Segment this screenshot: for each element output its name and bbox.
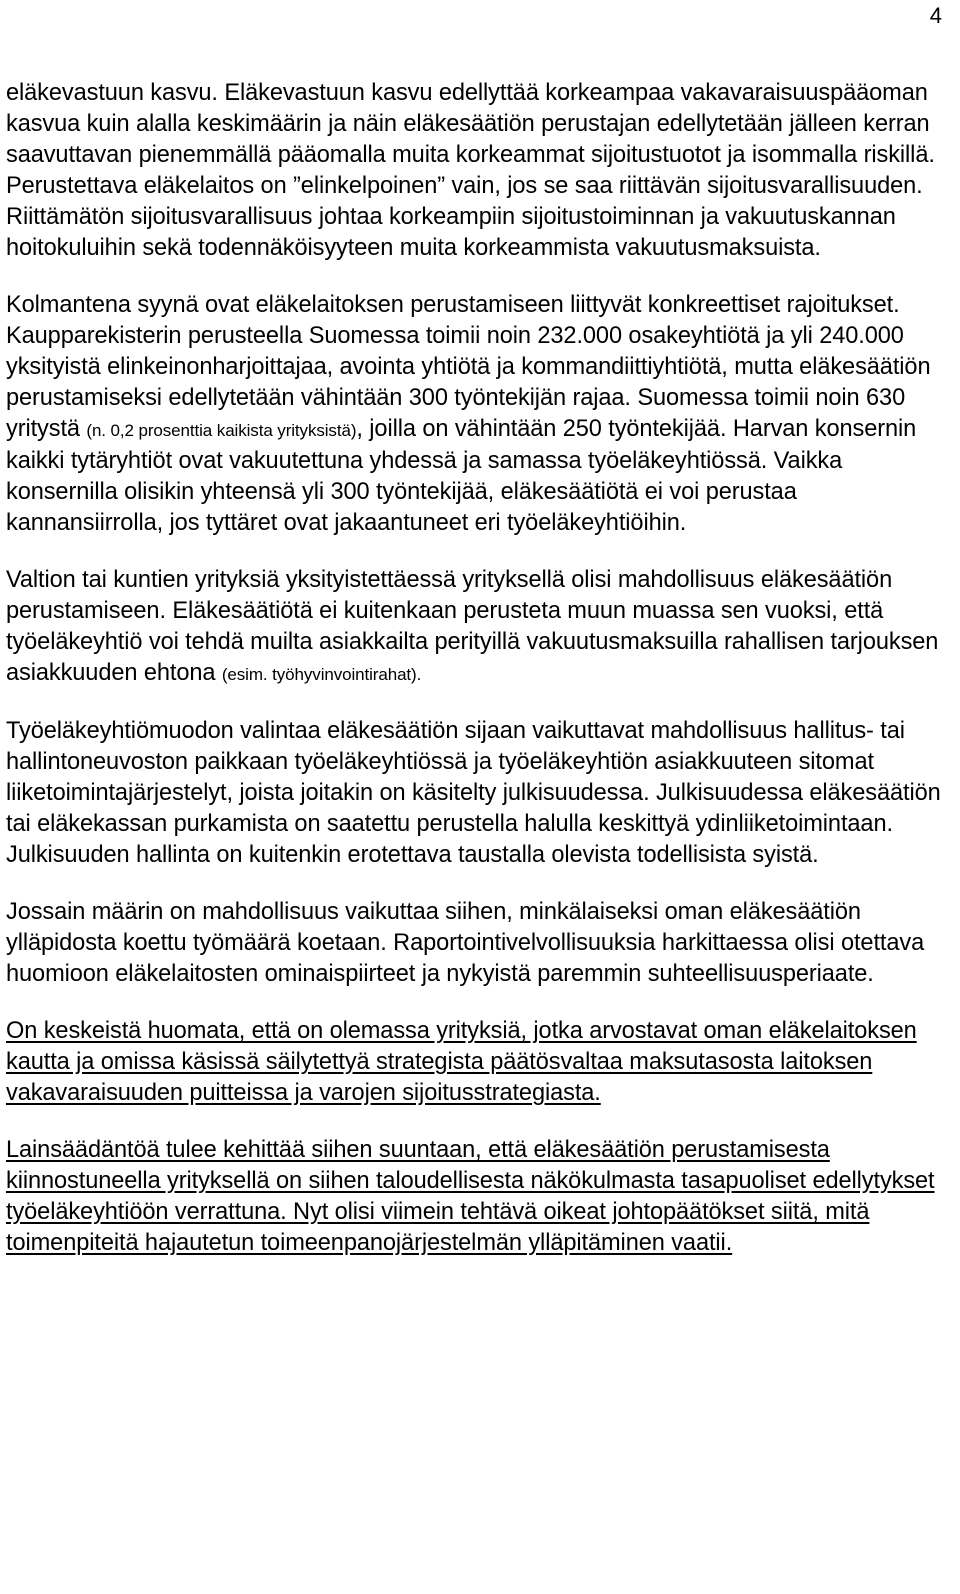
paragraph-text: Jossain määrin on mahdollisuus vaikuttaa siihen, minkälaiseksi oman eläkesäätiön ylläpidosta koettu työmäärä koetaan. Raportointivelvollisuuksia harkittaessa olisi otettava huomioon eläkelaitosten ominaispiirteet ja nykyistä paremmin suhteellisuusperiaate. xyxy=(6,899,925,987)
paragraph-privatization xyxy=(6,565,946,690)
paragraph-pension-liability xyxy=(6,78,946,264)
paragraph-company-choice xyxy=(6,716,946,871)
page-number: 4 xyxy=(929,3,942,28)
paragraph-text: Lainsäädäntöä tulee kehittää siihen suuntaan, että eläkesäätiön perustamisesta kiinnostuneella yrityksellä on siihen taloudellisesta näkökulmasta tasapuoliset edellytykset työeläkeyhtiöön verrattuna. Nyt olisi viimein tehtävä oikeat johtopäätökset siitä, mitä toimenpiteitä hajautetun toimeenpanojärjestelmän ylläpitäminen vaatii. xyxy=(6,1137,935,1256)
paragraph-workload xyxy=(6,897,946,990)
paragraph-small-note: (esim. työhyvinvointirahat). xyxy=(221,665,422,684)
document-body xyxy=(6,78,946,1285)
paragraph-legislation xyxy=(6,1135,946,1259)
paragraph-text: , joilla on vähintään 250 työntekijää. Harvan konsernin kaikki tytäryhtiöt ovat vakuutettuna yhdessä ja samassa työeläkeyhtiössä. Vaikka konsernilla olisikin yhteensä yli 300 työntekijää, eläkesäätiötä ei voi perustaa kannansiirrolla, jos tyttäret ovat jakaantuneet eri työeläkeyhtiöihin. xyxy=(6,416,917,536)
paragraph-strategic-control xyxy=(6,1016,946,1109)
paragraph-text: Kolmantena syynä ovat eläkelaitoksen perustamiseen liittyvät konkreettiset rajoitukset. Kaupparekisterin perusteella Suomessa toimii noin 232.000 osakeyhtiötä ja yli 240.000 yksityistä elinkeinonharjoittajaa, avointa yhtiötä ja kommandiittiyhtiötä, mutta eläkesäätiön perustamiseksi edellytetään vähintään 300 työntekijän rajaa. Suomessa toimii noin 630 yritystä xyxy=(6,292,931,442)
paragraph-text: On keskeistä huomata, että on olemassa yrityksiä, jotka arvostavat oman eläkelaitoksen kautta ja omissa käsissä säilytettyä strategista päätösvaltaa maksutasosta laitoksen vakavaraisuuden puitteissa ja varojen sijoitusstrategiasta. xyxy=(6,1018,917,1106)
paragraph-text: eläkevastuun kasvu. Eläkevastuun kasvu edellyttää korkeampaa vakavaraisuuspääoman kasvua kuin alalla keskimäärin ja näin eläkesäätiön perustajan edellytetään jälleen kerran saavuttavan pienemmällä pääomalla muita korkeammat sijoitustuotot ja isommalla riskillä. Perustettava eläkelaitos on ”elinkelpoinen” vain, jos se saa riittävän sijoitusvarallisuuden. Riittämätön sijoitusvarallisuus johtaa korkeampiin sijoitustoiminnan ja vakuutuskannan hoitokuluihin sekä todennäköisyyteen muita korkeammista vakuutusmaksuista. xyxy=(6,80,935,261)
paragraph-small-note: (n. 0,2 prosenttia kaikista yrityksistä) xyxy=(86,421,357,440)
paragraph-text: Työeläkeyhtiömuodon valintaa eläkesäätiön sijaan vaikuttavat mahdollisuus hallitus- tai hallintoneuvoston paikkaan työeläkeyhtiössä ja työeläkeyhtiön asiakkuuteen sitomat liiketoimintajärjestelyt, joista joitakin on käsitelty julkisuudessa. Julkisuudessa eläkesäätiön tai eläkekassan purkamista on saatettu perustella halulla keskittyä ydinliiketoimintaan. Julkisuuden hallinta on kuitenkin erotettava taustalla olevista todellisista syistä. xyxy=(6,718,941,868)
paragraph-text: Valtion tai kuntien yrityksiä yksityistettäessä yrityksellä olisi mahdollisuus eläkesäätiön perustamiseen. Eläkesäätiötä ei kuitenkaan perusteta muun muassa sen vuoksi, että työeläkeyhtiö voi tehdä muilta asiakkailta perityillä vakuutusmaksuilla rahallisen tarjouksen asiakkuuden ehtona xyxy=(6,567,939,686)
paragraph-founding-restrictions xyxy=(6,290,946,539)
